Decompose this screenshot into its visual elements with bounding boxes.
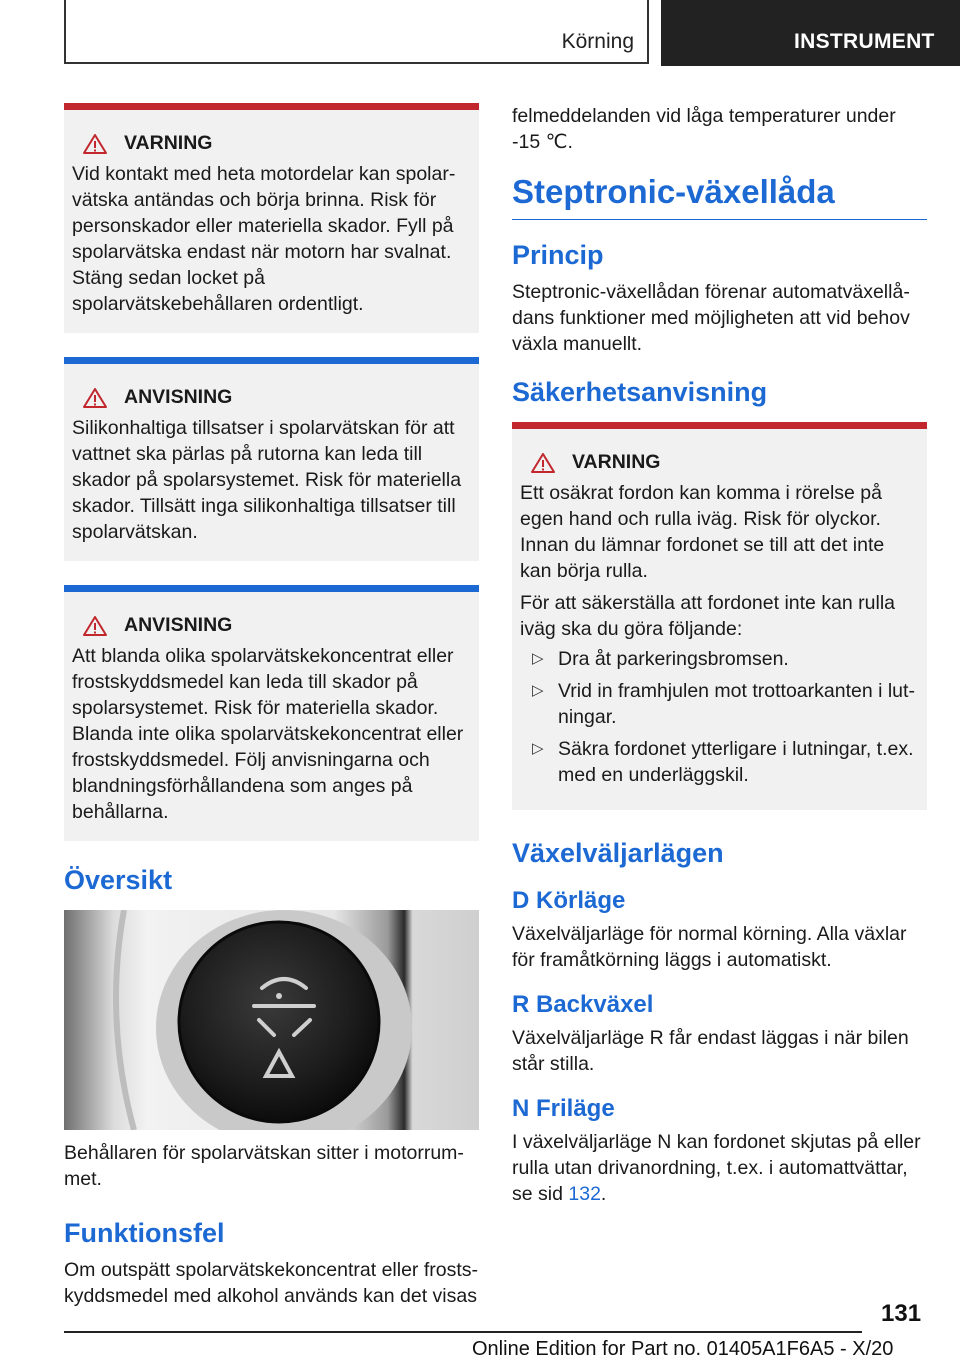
- principle-text: Steptronic-växellådan förenar automatväxellådans funktioner med möjligheten att vid behov växla manuellt.: [512, 281, 910, 355]
- page-number: 131: [881, 1300, 922, 1327]
- principle-heading: Princip: [512, 240, 604, 270]
- bullet-arrow-icon: ▷: [532, 650, 544, 667]
- list-item: ▷ Säkra fordonet ytterligare i lutningar, t.ex. med en underläggskil.: [532, 738, 914, 786]
- bullet-arrow-icon: ▷: [532, 682, 544, 699]
- warning-title: VARNING: [572, 451, 661, 473]
- list-item: ▷ Dra åt parkeringsbromsen.: [532, 648, 789, 670]
- note-text: Silikonhaltiga tillsatser i spolarvätskan för att vattnet ska pärlas på rutorna kan leda till skador på spolarsystemet. Risk för materiella skador. Tillsätt inga silikonhaltiga tillsatser till spolarvätskan.: [72, 417, 462, 543]
- header-section-title: Körning: [561, 30, 634, 53]
- overview-heading: Översikt: [64, 865, 173, 895]
- continuation-text: felmeddelanden vid låga temperaturer under -15 ℃.: [512, 105, 896, 153]
- warning-text: Vid kontakt med heta motordelar kan spolarvätska antändas och börja brinna. Risk för personskador eller materiella skador. Fyll på spolarvätska endast när motorn har svalnat. Stäng sedan locket på spolarvätskebehållaren ordentligt.: [72, 163, 456, 315]
- warning-triangle-icon: [82, 133, 108, 155]
- washer-fluid-reservoir-photo: [64, 910, 479, 1130]
- note-title: ANVISNING: [124, 386, 233, 408]
- warning-instruction: För att säkerställa att fordonet inte kan rulla iväg ska du göra följande:: [520, 592, 896, 640]
- mode-d-text: Växelväljarläge för normal körning. Alla växlar för framåtkörning läggs i automatiskt.: [512, 923, 907, 971]
- section-heading: Steptronic-växellåda: [512, 173, 927, 220]
- mode-r-text: Växelväljarläge R får endast läggas i när bilen står stilla.: [512, 1027, 909, 1075]
- safety-heading: Säkerhetsanvisning: [512, 377, 768, 407]
- header-chapter-tab: INSTRUMENT: [661, 0, 960, 66]
- instruction-list: [520, 646, 917, 788]
- malfunction-text: Om outspätt spolarvätskekoncentrat eller frostskyddsmedel med alkohol används kan det visas: [64, 1259, 479, 1307]
- page-header: [0, 0, 960, 66]
- note-title: ANVISNING: [124, 614, 233, 636]
- footer-divider: [64, 1331, 862, 1333]
- warning-box: [512, 422, 927, 810]
- malfunction-heading: Funktionsfel: [64, 1218, 225, 1248]
- warning-box: [64, 103, 479, 333]
- mode-r-heading: R Backväxel: [512, 991, 654, 1018]
- warning-title: VARNING: [124, 132, 213, 154]
- bullet-arrow-icon: ▷: [532, 740, 544, 757]
- warning-triangle-icon: [82, 387, 108, 409]
- warning-triangle-icon: [530, 452, 556, 474]
- mode-d-heading: D Körläge: [512, 887, 626, 914]
- image-caption: Behållaren för spolarvätskan sitter i motorrummet.: [64, 1142, 464, 1190]
- list-item: ▷ Vrid in framhjulen mot trottoarkanten i lutningar.: [532, 680, 915, 728]
- footer-edition: Online Edition for Part no. 01405A1F6A5 - X/20: [472, 1338, 894, 1360]
- right-column: [512, 103, 927, 1207]
- note-text: Att blanda olika spolarvätskekoncentrat eller frostskyddsmedel kan leda till skador på spolarsystemet. Risk för materiella skador. Blanda inte olika spolarvätskekoncentrat eller frostskyddsmedel. Följ anvisningarna och blandningsförhållandena som anges på behållarna.: [72, 645, 464, 823]
- mode-n-heading: N Friläge: [512, 1095, 615, 1122]
- note-box: [64, 585, 479, 841]
- warning-triangle-icon: [82, 615, 108, 637]
- warning-text: Ett osäkrat fordon kan komma i rörelse på egen hand och rulla iväg. Risk för olyckor. Innan du lämnar fordonet se till att det inte kan börja rulla.: [520, 482, 885, 582]
- left-column: [64, 103, 479, 1309]
- note-box: [64, 357, 479, 561]
- page-link[interactable]: 132: [568, 1183, 601, 1205]
- mode-n-text: I växelväljarläge N kan fordonet skjutas på eller rulla utan drivanordning, t.ex. i automattvättar, se sid 132.: [512, 1131, 921, 1205]
- selector-heading: Växelväljarlägen: [512, 838, 724, 868]
